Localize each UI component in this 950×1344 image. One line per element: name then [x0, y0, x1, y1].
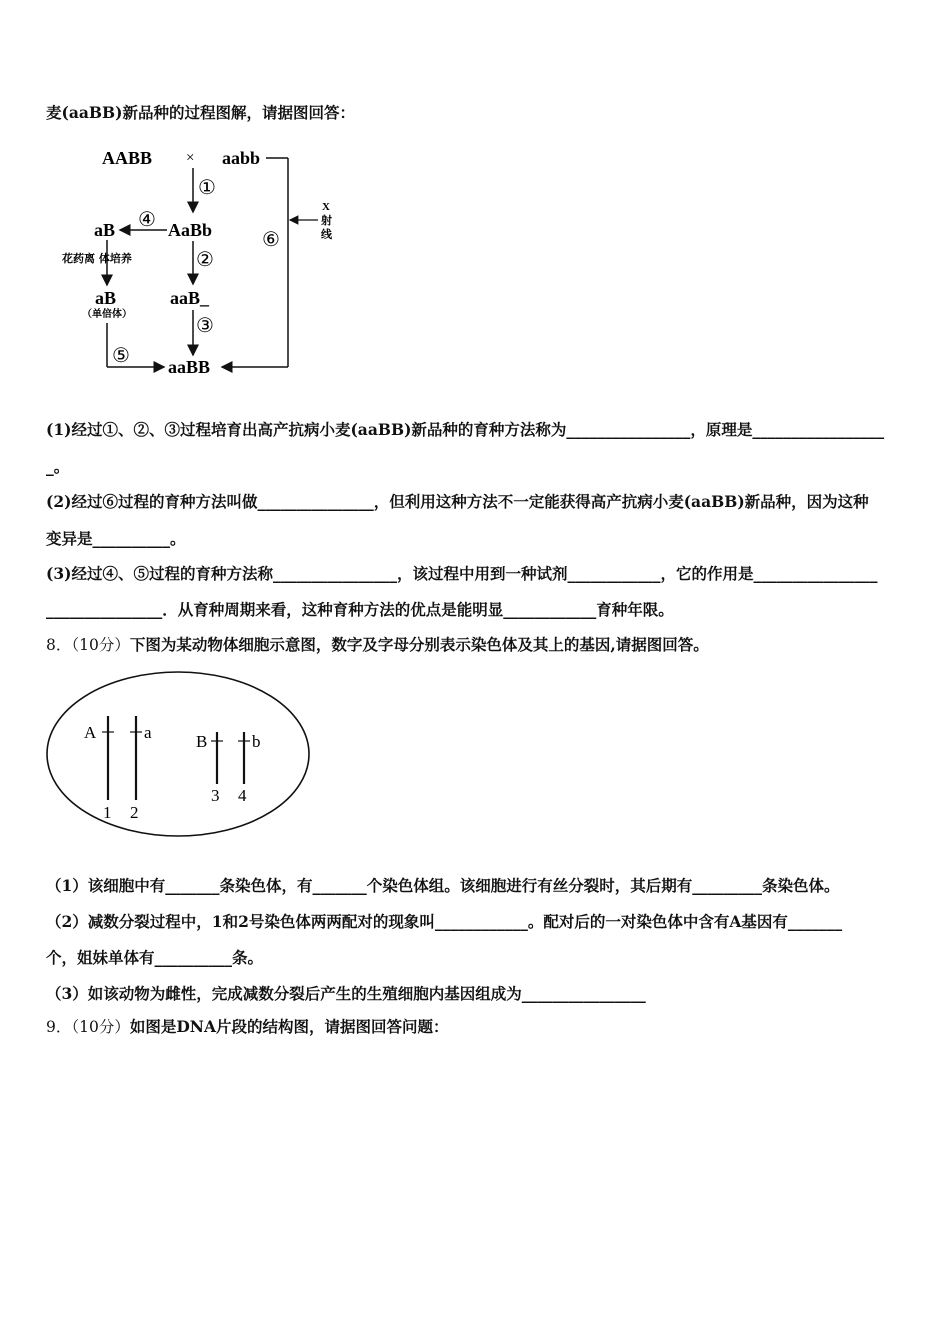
q8-header [46, 635, 709, 655]
q7-line5: (3)经过④、⑤过程的育种方法称________________，该过程中用到一种试剂____________，它的作用是________________ [46, 564, 878, 583]
ab-gamete: aB [94, 220, 116, 240]
haploid-note: （单倍体） [82, 309, 132, 320]
xray-label-x: X [322, 201, 330, 213]
gene-a: a [144, 723, 152, 742]
xray-label-xian: 线 [321, 228, 332, 241]
gene-A: A [84, 723, 97, 742]
step3-marker: ③ [196, 315, 214, 337]
q8-line3: 个，姐妹单体有__________条。 [46, 948, 264, 967]
cell-diagram [44, 668, 316, 840]
aab-genotype: aaB_ [170, 288, 210, 308]
gene-B: B [196, 732, 208, 751]
step2-marker: ② [196, 249, 214, 271]
q8-number: 8．（10分） [46, 636, 130, 654]
chromosome-num-4: 4 [238, 786, 247, 805]
q8-line2: （2）减数分裂过程中，1和2号染色体两两配对的现象叫____________。配对后的一对染色体中含有A基因有_______ [46, 912, 843, 931]
q7-line1: (1)经过①、②、③过程培育出高产抗病小麦(aaBB)新品种的育种方法称为________________，原理是_________________ [46, 420, 885, 439]
chromosome-num-3: 3 [211, 786, 220, 805]
q7-line6: _______________．从育种周期来看，这种育种方法的优点是能明显____________育种年限。 [46, 600, 674, 619]
q7-line4: 变异是__________。 [46, 529, 186, 548]
breeding-diagram [50, 140, 350, 385]
final-genotype: aaBB [168, 357, 211, 377]
q9-number: 9．（10分） [46, 1018, 130, 1036]
q7-line3: (2)经过⑥过程的育种方法叫做_______________，但利用这种方法不一定能获得高产抗病小麦(aaBB)新品种，因为这种 [46, 492, 869, 511]
chromosome-num-1: 1 [103, 803, 112, 822]
cross-symbol: × [186, 150, 195, 166]
xray-label-she: 射 [321, 214, 332, 227]
q8-title: 下图为某动物体细胞示意图，数字及字母分别表示染色体及其上的基因,请据图回答。 [129, 635, 709, 654]
step4-marker: ④ [138, 209, 156, 231]
f1-genotype: AaBb [168, 220, 213, 240]
parent1-genotype: AABB [102, 148, 153, 168]
cell-outline [47, 672, 309, 836]
step1-marker: ① [198, 177, 216, 199]
haploid-genotype: aB [95, 288, 117, 308]
chromosome-num-2: 2 [130, 803, 139, 822]
q8-line4: （3）如该动物为雌性，完成减数分裂后产生的生殖细胞内基因组成为________________ [46, 984, 646, 1003]
q8-line1: （1）该细胞中有_______条染色体，有_______个染色体组。该细胞进行有丝分裂时，其后期有_________条染色体。 [46, 876, 840, 895]
q9-title: 如图是DNA片段的结构图，请据图回答问题： [129, 1017, 449, 1036]
anther-culture-label: 花药离 体培养 [62, 252, 132, 265]
step6-marker: ⑥ [262, 229, 280, 251]
gene-b: b [252, 732, 261, 751]
intro-text: 麦(aaBB)新品种的过程图解，请据图回答： [46, 103, 355, 122]
q9-header [46, 1017, 448, 1037]
parent2-genotype: aabb [222, 148, 261, 168]
q7-line2: _。 [46, 457, 70, 476]
step5-marker: ⑤ [112, 345, 130, 367]
